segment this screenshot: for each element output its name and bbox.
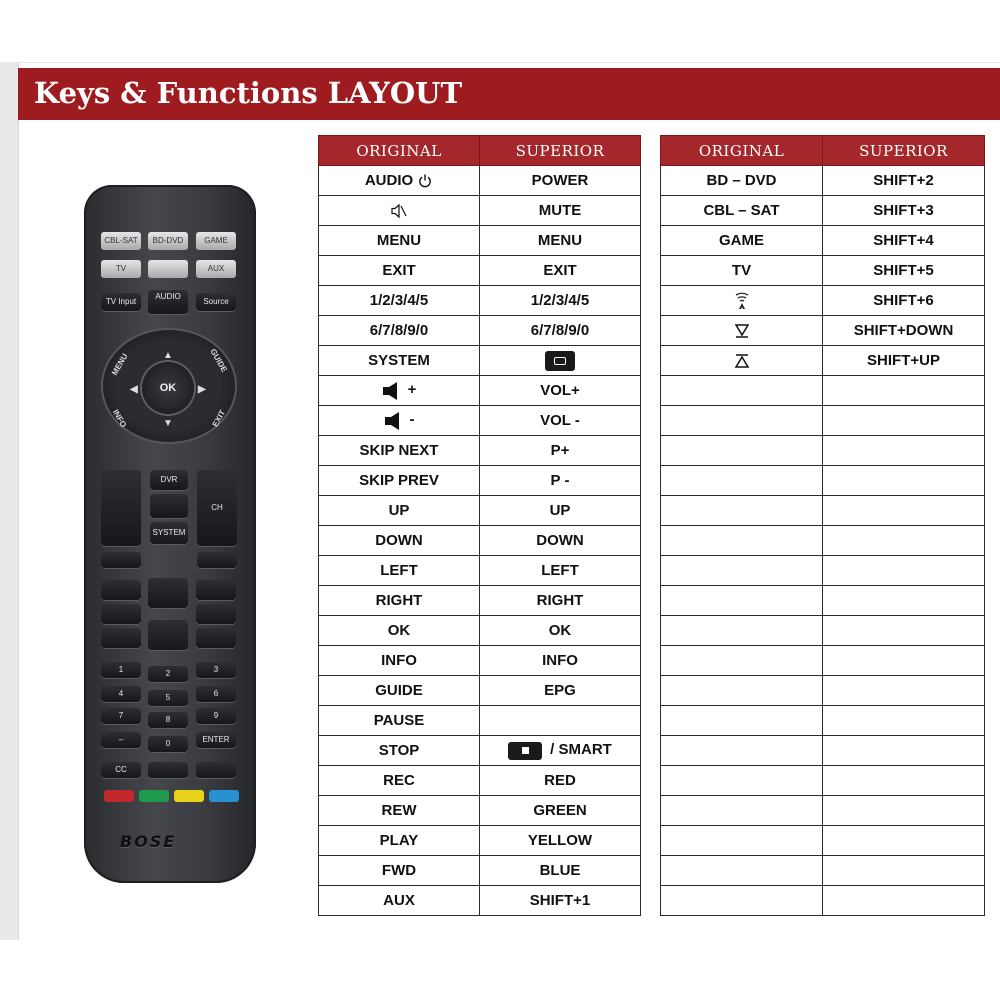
empty-cell [661, 496, 823, 526]
table-row [319, 886, 641, 916]
superior-cell: POWER [480, 166, 641, 196]
superior-cell: EPG [480, 676, 641, 706]
original-cell: SKIP NEXT [319, 436, 480, 466]
remote-keypad-button: 6 [196, 686, 236, 702]
empty-row [661, 706, 985, 736]
remote-transport-button [101, 604, 141, 624]
remote-color-button [139, 790, 169, 802]
volume-icon [384, 411, 406, 428]
original-cell: 1/2/3/4/5 [319, 286, 480, 316]
superior-cell: UP [480, 496, 641, 526]
remote-mute-button [101, 552, 141, 568]
remote-list-button [196, 762, 236, 778]
remote-keypad-button: 4 [101, 686, 141, 702]
original-cell: MENU [319, 226, 480, 256]
table-row [661, 316, 985, 346]
empty-row [661, 676, 985, 706]
table-row [319, 316, 641, 346]
empty-cell [661, 466, 823, 496]
remote-source-power-button: Source [196, 293, 236, 311]
superior-cell: BLUE [480, 856, 641, 886]
empty-row [661, 406, 985, 436]
remote-keypad-button: 3 [196, 662, 236, 678]
original-cell [319, 196, 480, 226]
empty-cell [823, 796, 985, 826]
cell-text: AUDIO [364, 171, 414, 189]
superior-cell [480, 736, 641, 766]
empty-cell [661, 706, 823, 736]
remote-keypad-button: – [101, 732, 141, 748]
table-row [319, 706, 641, 736]
empty-row [661, 646, 985, 676]
empty-cell [661, 886, 823, 916]
superior-cell: DOWN [480, 526, 641, 556]
table-row [319, 796, 641, 826]
remote-transport-button [101, 580, 141, 600]
table-row [319, 826, 641, 856]
table-row [319, 436, 641, 466]
remote-system-button: SYSTEM [150, 522, 188, 544]
superior-cell: SHIFT+1 [480, 886, 641, 916]
superior-cell: SHIFT+6 [823, 286, 985, 316]
empty-cell [823, 616, 985, 646]
remote-menu-label: MENU [109, 352, 130, 377]
original-cell [661, 316, 823, 346]
original-cell: AUX [319, 886, 480, 916]
empty-cell [823, 556, 985, 586]
empty-row [661, 616, 985, 646]
empty-cell [823, 496, 985, 526]
remote-transport-button [196, 628, 236, 648]
empty-cell [823, 436, 985, 466]
empty-cell [823, 406, 985, 436]
empty-cell [823, 526, 985, 556]
table-row [319, 556, 641, 586]
superior-cell: 1/2/3/4/5 [480, 286, 641, 316]
table-row [319, 676, 641, 706]
table-row [661, 286, 985, 316]
empty-cell [661, 646, 823, 676]
empty-cell [661, 826, 823, 856]
empty-row [661, 766, 985, 796]
cell-text: + [407, 381, 417, 399]
cell-text: - [409, 411, 415, 429]
original-cell: LEFT [319, 556, 480, 586]
empty-cell [661, 766, 823, 796]
mute-icon [390, 202, 408, 219]
table-row [319, 646, 641, 676]
table-row [319, 466, 641, 496]
table-row [319, 346, 641, 376]
original-cell: RIGHT [319, 586, 480, 616]
empty-cell [823, 646, 985, 676]
superior-cell: INFO [480, 646, 641, 676]
empty-row [661, 796, 985, 826]
table-row [319, 736, 641, 766]
empty-cell [661, 736, 823, 766]
superior-cell: VOL - [480, 406, 641, 436]
remote-transport-button [148, 620, 188, 650]
remote-keypad-button: 7 [101, 708, 141, 724]
original-cell [319, 376, 480, 406]
original-cell: REW [319, 796, 480, 826]
empty-row [661, 586, 985, 616]
dpad-down-arrow-icon: ▼ [163, 418, 173, 429]
empty-cell [823, 766, 985, 796]
empty-cell [823, 826, 985, 856]
table-row [319, 526, 641, 556]
original-cell: BD – DVD [661, 166, 823, 196]
remote-source-button: AUX [196, 260, 236, 278]
superior-cell: RED [480, 766, 641, 796]
remote-keypad-button: ENTER [196, 732, 236, 748]
remote-source-button: TV [101, 260, 141, 278]
remote-info-label: INFO [110, 407, 129, 430]
empty-cell [661, 796, 823, 826]
remote-transport-button [196, 604, 236, 624]
original-cell: GAME [661, 226, 823, 256]
original-cell [661, 346, 823, 376]
remote-keypad-button: 5 [148, 690, 188, 706]
empty-cell [661, 586, 823, 616]
original-cell: PLAY [319, 826, 480, 856]
superior-cell: SHIFT+5 [823, 256, 985, 286]
remote-keypad-button: 9 [196, 708, 236, 724]
superior-cell [480, 706, 641, 736]
empty-cell [823, 676, 985, 706]
original-cell: OK [319, 616, 480, 646]
empty-row [661, 556, 985, 586]
superior-cell: SHIFT+4 [823, 226, 985, 256]
table-row [661, 226, 985, 256]
table-row [319, 616, 641, 646]
dpad-up-arrow-icon: ▲ [163, 350, 173, 361]
shift-down-icon [734, 322, 750, 339]
superior-cell: VOL+ [480, 376, 641, 406]
empty-cell [661, 406, 823, 436]
key-mapping-table-right [660, 135, 985, 916]
remote-audio-button: AUDIO [148, 290, 188, 314]
remote-color-button [209, 790, 239, 802]
remote-brand-logo: BOSE [120, 832, 177, 851]
remote-globe-button [150, 494, 188, 518]
original-cell: EXIT [319, 256, 480, 286]
table-row [319, 226, 641, 256]
shift-up-icon [734, 352, 750, 369]
table-row [319, 376, 641, 406]
table-row [319, 256, 641, 286]
empty-row [661, 376, 985, 406]
remote-keypad-button: 1 [101, 662, 141, 678]
remote-volume-rocker [101, 470, 141, 546]
original-cell [319, 406, 480, 436]
superior-cell: SHIFT+2 [823, 166, 985, 196]
superior-cell: EXIT [480, 256, 641, 286]
table-row [319, 496, 641, 526]
superior-cell: P+ [480, 436, 641, 466]
table-row [661, 346, 985, 376]
superior-cell [480, 346, 641, 376]
empty-row [661, 466, 985, 496]
superior-cell: P - [480, 466, 641, 496]
remote-keypad-button: 0 [148, 736, 188, 752]
table-row [661, 196, 985, 226]
empty-cell [661, 616, 823, 646]
remote-transport-button [101, 628, 141, 648]
volume-icon [382, 381, 404, 398]
empty-row [661, 736, 985, 766]
empty-cell [823, 736, 985, 766]
remote-color-button [174, 790, 204, 802]
empty-cell [823, 586, 985, 616]
table-row [319, 856, 641, 886]
system-button-icon [545, 351, 575, 368]
superior-cell: RIGHT [480, 586, 641, 616]
table-row [319, 196, 641, 226]
power-icon [417, 172, 433, 189]
original-cell: STOP [319, 736, 480, 766]
original-cell: TV [661, 256, 823, 286]
remote-guide-grid-button [148, 762, 188, 778]
remote-cc-button: CC [101, 762, 141, 778]
original-cell: GUIDE [319, 676, 480, 706]
original-cell: SKIP PREV [319, 466, 480, 496]
empty-cell [823, 856, 985, 886]
cell-text: / SMART [550, 741, 612, 759]
remote-back-button [197, 552, 237, 568]
empty-row [661, 826, 985, 856]
table-row [661, 166, 985, 196]
dpad-right-arrow-icon: ▶ [198, 384, 206, 395]
empty-cell [661, 436, 823, 466]
empty-row [661, 526, 985, 556]
empty-cell [823, 376, 985, 406]
original-cell: DOWN [319, 526, 480, 556]
original-cell: INFO [319, 646, 480, 676]
empty-cell [661, 676, 823, 706]
empty-row [661, 436, 985, 466]
empty-cell [661, 556, 823, 586]
remote-keypad-button: 8 [148, 712, 188, 728]
stop-button-icon [508, 741, 546, 758]
original-cell: REC [319, 766, 480, 796]
superior-cell: MENU [480, 226, 641, 256]
original-cell: FWD [319, 856, 480, 886]
empty-row [661, 886, 985, 916]
superior-cell: GREEN [480, 796, 641, 826]
empty-cell [823, 706, 985, 736]
original-cell: SYSTEM [319, 346, 480, 376]
superior-cell: SHIFT+DOWN [823, 316, 985, 346]
dpad-left-arrow-icon: ◀ [130, 384, 138, 395]
remote-source-button: GAME [196, 232, 236, 250]
header-original: ORIGINAL [319, 136, 480, 166]
remote-source-button: BD-DVD [148, 232, 188, 250]
title-banner [18, 68, 1000, 120]
remote-source-button [148, 260, 188, 278]
original-cell: 6/7/8/9/0 [319, 316, 480, 346]
original-cell: UP [319, 496, 480, 526]
superior-cell: MUTE [480, 196, 641, 226]
original-cell [319, 166, 480, 196]
remote-dvr-button: DVR [150, 470, 188, 490]
remote-color-button [104, 790, 134, 802]
header-superior: SUPERIOR [823, 136, 985, 166]
empty-cell [661, 376, 823, 406]
table-row [319, 586, 641, 616]
header-superior: SUPERIOR [480, 136, 641, 166]
empty-cell [661, 856, 823, 886]
table-row [319, 766, 641, 796]
page-gutter [0, 62, 18, 940]
header-original: ORIGINAL [661, 136, 823, 166]
table-row [319, 166, 641, 196]
remote-channel-rocker: CH [197, 470, 237, 546]
superior-cell: SHIFT+3 [823, 196, 985, 226]
remote-tv-input-button: TV Input [101, 293, 141, 311]
remote-transport-button [148, 578, 188, 608]
original-cell [661, 286, 823, 316]
superior-cell: OK [480, 616, 641, 646]
superior-cell: LEFT [480, 556, 641, 586]
remote-source-button: CBL-SAT [101, 232, 141, 250]
page-title: Keys & Functions LAYOUT [34, 76, 463, 110]
original-cell: CBL – SAT [661, 196, 823, 226]
wireless-icon [733, 291, 751, 308]
remote-ok-button: OK [142, 362, 194, 414]
table-row [319, 406, 641, 436]
original-cell: PAUSE [319, 706, 480, 736]
empty-row [661, 856, 985, 886]
remote-guide-label: GUIDE [208, 347, 229, 374]
empty-row [661, 496, 985, 526]
superior-cell: YELLOW [480, 826, 641, 856]
table-row [319, 286, 641, 316]
empty-cell [823, 466, 985, 496]
superior-cell: SHIFT+UP [823, 346, 985, 376]
remote-transport-button [196, 580, 236, 600]
empty-cell [823, 886, 985, 916]
remote-exit-label: EXIT [210, 408, 228, 429]
empty-cell [661, 526, 823, 556]
remote-keypad-button: 2 [148, 666, 188, 682]
key-mapping-table-left [318, 135, 641, 916]
table-row [661, 256, 985, 286]
superior-cell: 6/7/8/9/0 [480, 316, 641, 346]
